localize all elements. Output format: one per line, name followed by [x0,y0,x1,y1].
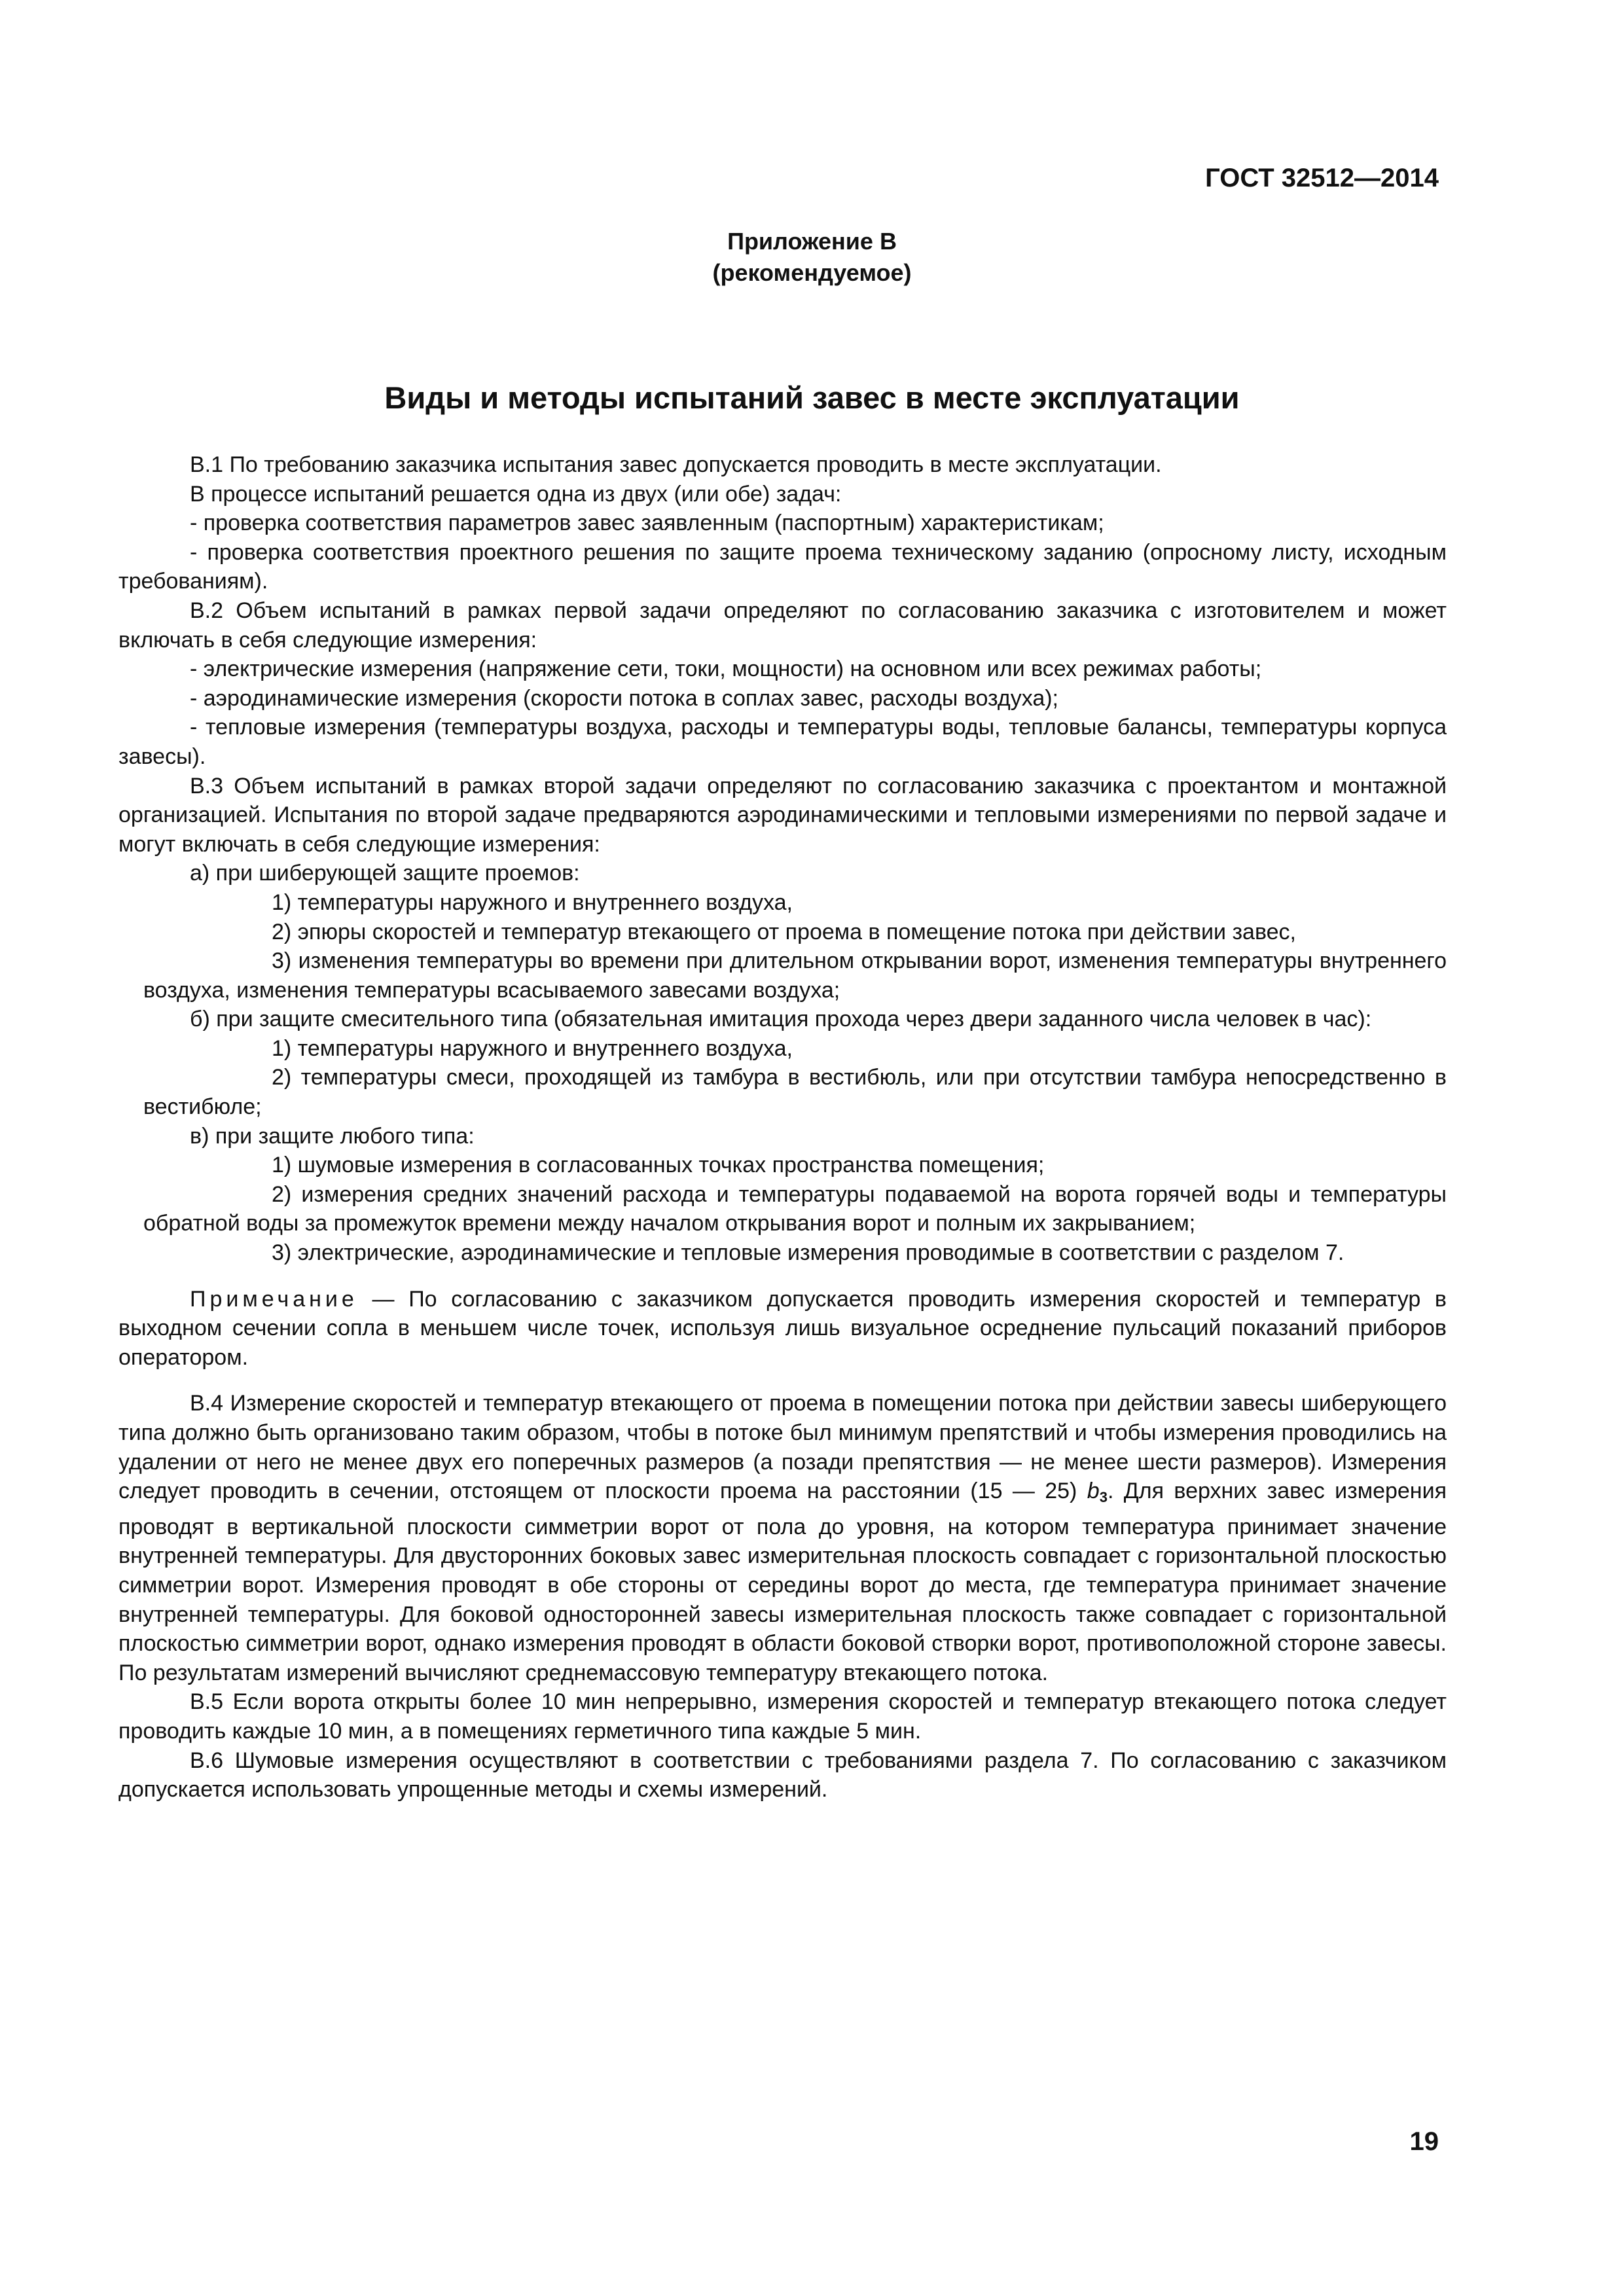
page-number: 19 [1409,2127,1439,2156]
page-title: Виды и методы испытаний завес в месте эксплуатации [384,380,1240,415]
list-item: 2) температуры смеси, проходящей из тамбура в вестибюль, или при отсутствии тамбура непосредственно в вестибюле; [143,1065,1447,1120]
note [118,1285,1447,1372]
list-item: 2) измерения средних значений расхода и температуры подаваемой на ворота горячей воды и температуры обратной воды за промежуток времени между началом открывания ворот и полным их закрыванием; [143,1181,1447,1236]
list-item: в) при защите любого типа: [190,1123,475,1149]
list-item: 1) температуры наружного и внутреннего воздуха, [272,1035,793,1061]
list-item: 1) шумовые измерения в согласованных точках пространства помещения; [272,1153,1045,1178]
paragraph: В.6 Шумовые измерения осуществляют в соответствии с требованиями раздела 7. По согласованию с заказчиком допускается использовать упрощенные методы и схемы измерений. [118,1748,1447,1803]
formula-subscript: 3 [1099,1489,1108,1506]
list-item: - тепловые измерения (температуры воздуха, расходы и температуры воды, тепловые балансы, температуры корпуса завесы). [118,715,1447,769]
paragraph [118,1389,1447,1687]
document-body [118,450,1447,1804]
list-item: 3) электрические, аэродинамические и тепловые измерения проводимые в соответствии с разделом 7. [272,1240,1344,1266]
list-item: 2) эпюры скоростей и температур втекающего от проема в помещение потока при действии завес, [272,919,1296,944]
note-label: Примечание [190,1286,358,1312]
appendix-subtitle: (рекомендуемое) [712,259,912,286]
list-item: - проверка соответствия параметров завес заявленным (паспортным) характеристикам; [190,511,1104,536]
formula-variable: b [1087,1479,1100,1504]
appendix-title: Приложение В [727,228,897,255]
list-item: 3) изменения температуры во времени при длительном открывании ворот, изменения температуры внутреннего воздуха, изменения температуры всасываемого завесами воздуха; [143,948,1447,1003]
paragraph: В.3 Объем испытаний в рамках второй задачи определяют по согласованию заказчика с проектантом и монтажной организацией. Испытания по второй задаче предваряются аэродинамическими и тепловыми измерениями по первой задаче и могут включать в себя следующие измерения: [118,773,1447,857]
list-item: а) при шиберующей защите проемов: [190,861,580,886]
document-code: ГОСТ 32512—2014 [1205,164,1439,192]
list-item: - проверка соответствия проектного решения по защите проема техническому заданию (опросному листу, исходным требованиям). [118,539,1447,594]
list-item: 1) температуры наружного и внутреннего воздуха, [272,889,793,915]
paragraph: В.1 По требованию заказчика испытания завес допускается проводить в месте эксплуатации. [190,452,1162,477]
list-item: - электрические измерения (напряжение сети, токи, мощности) на основном или всех режимах работы; [190,656,1262,682]
appendix-heading [0,226,1624,289]
paragraph: В.2 Объем испытаний в рамках первой задачи определяют по согласованию заказчика с изготовителем и может включать в себя следующие измерения: [118,598,1447,653]
paragraph: В процессе испытаний решается одна из двух (или обе) задач: [190,481,842,507]
paragraph-text: В.4 Измерение скоростей и температур втекающего от проема в помещении потока при действии завесы шиберующего типа должно быть организовано таким образом, чтобы в потоке был минимум препятствий и чтобы измерения проводились на удалении от него не менее двух его поперечных размеров (а позади препятствия — не менее шести размеров). Измерения следует проводить в сечении, отстоящем от плоскости проема на расстоянии (15 — 25) [118,1391,1447,1504]
paragraph-text: . Для верхних завес измерения проводят в вертикальной плоскости симметрии ворот от пола до уровня, на котором температура принимает значение внутренней температуры. Для двусторонних боковых завес измерительная плоскость совпадает с горизонтальной плоскостью симметрии ворот. Измерения проводят в обе стороны от середины ворот до места, где температура принимает значение внутренней температуры. Для боковой односторонней завесы измерительная плоскость также совпадает с горизонтальной плоскостью симметрии ворот, однако измерения проводят в области боковой створки ворот, противоположной стороне завесы. По результатам измерений вычисляют среднемассовую температуру втекающего потока. [118,1479,1447,1685]
note-text: — По согласованию с заказчиком допускается проводить измерения скоростей и температур в выходном сечении сопла в меньшем числе точек, используя лишь визуальное осреднение пульсаций показаний приборов оператором. [118,1286,1447,1370]
paragraph: В.5 Если ворота открыты более 10 мин непрерывно, измерения скоростей и температур втекающего потока следует проводить каждые 10 мин, а в помещениях герметичного типа каждые 5 мин. [118,1689,1447,1744]
list-item: - аэродинамические измерения (скорости потока в соплах завес, расходы воздуха); [190,685,1058,711]
list-item: б) при защите смесительного типа (обязательная имитация прохода через двери заданного числа человек в час): [190,1007,1372,1032]
